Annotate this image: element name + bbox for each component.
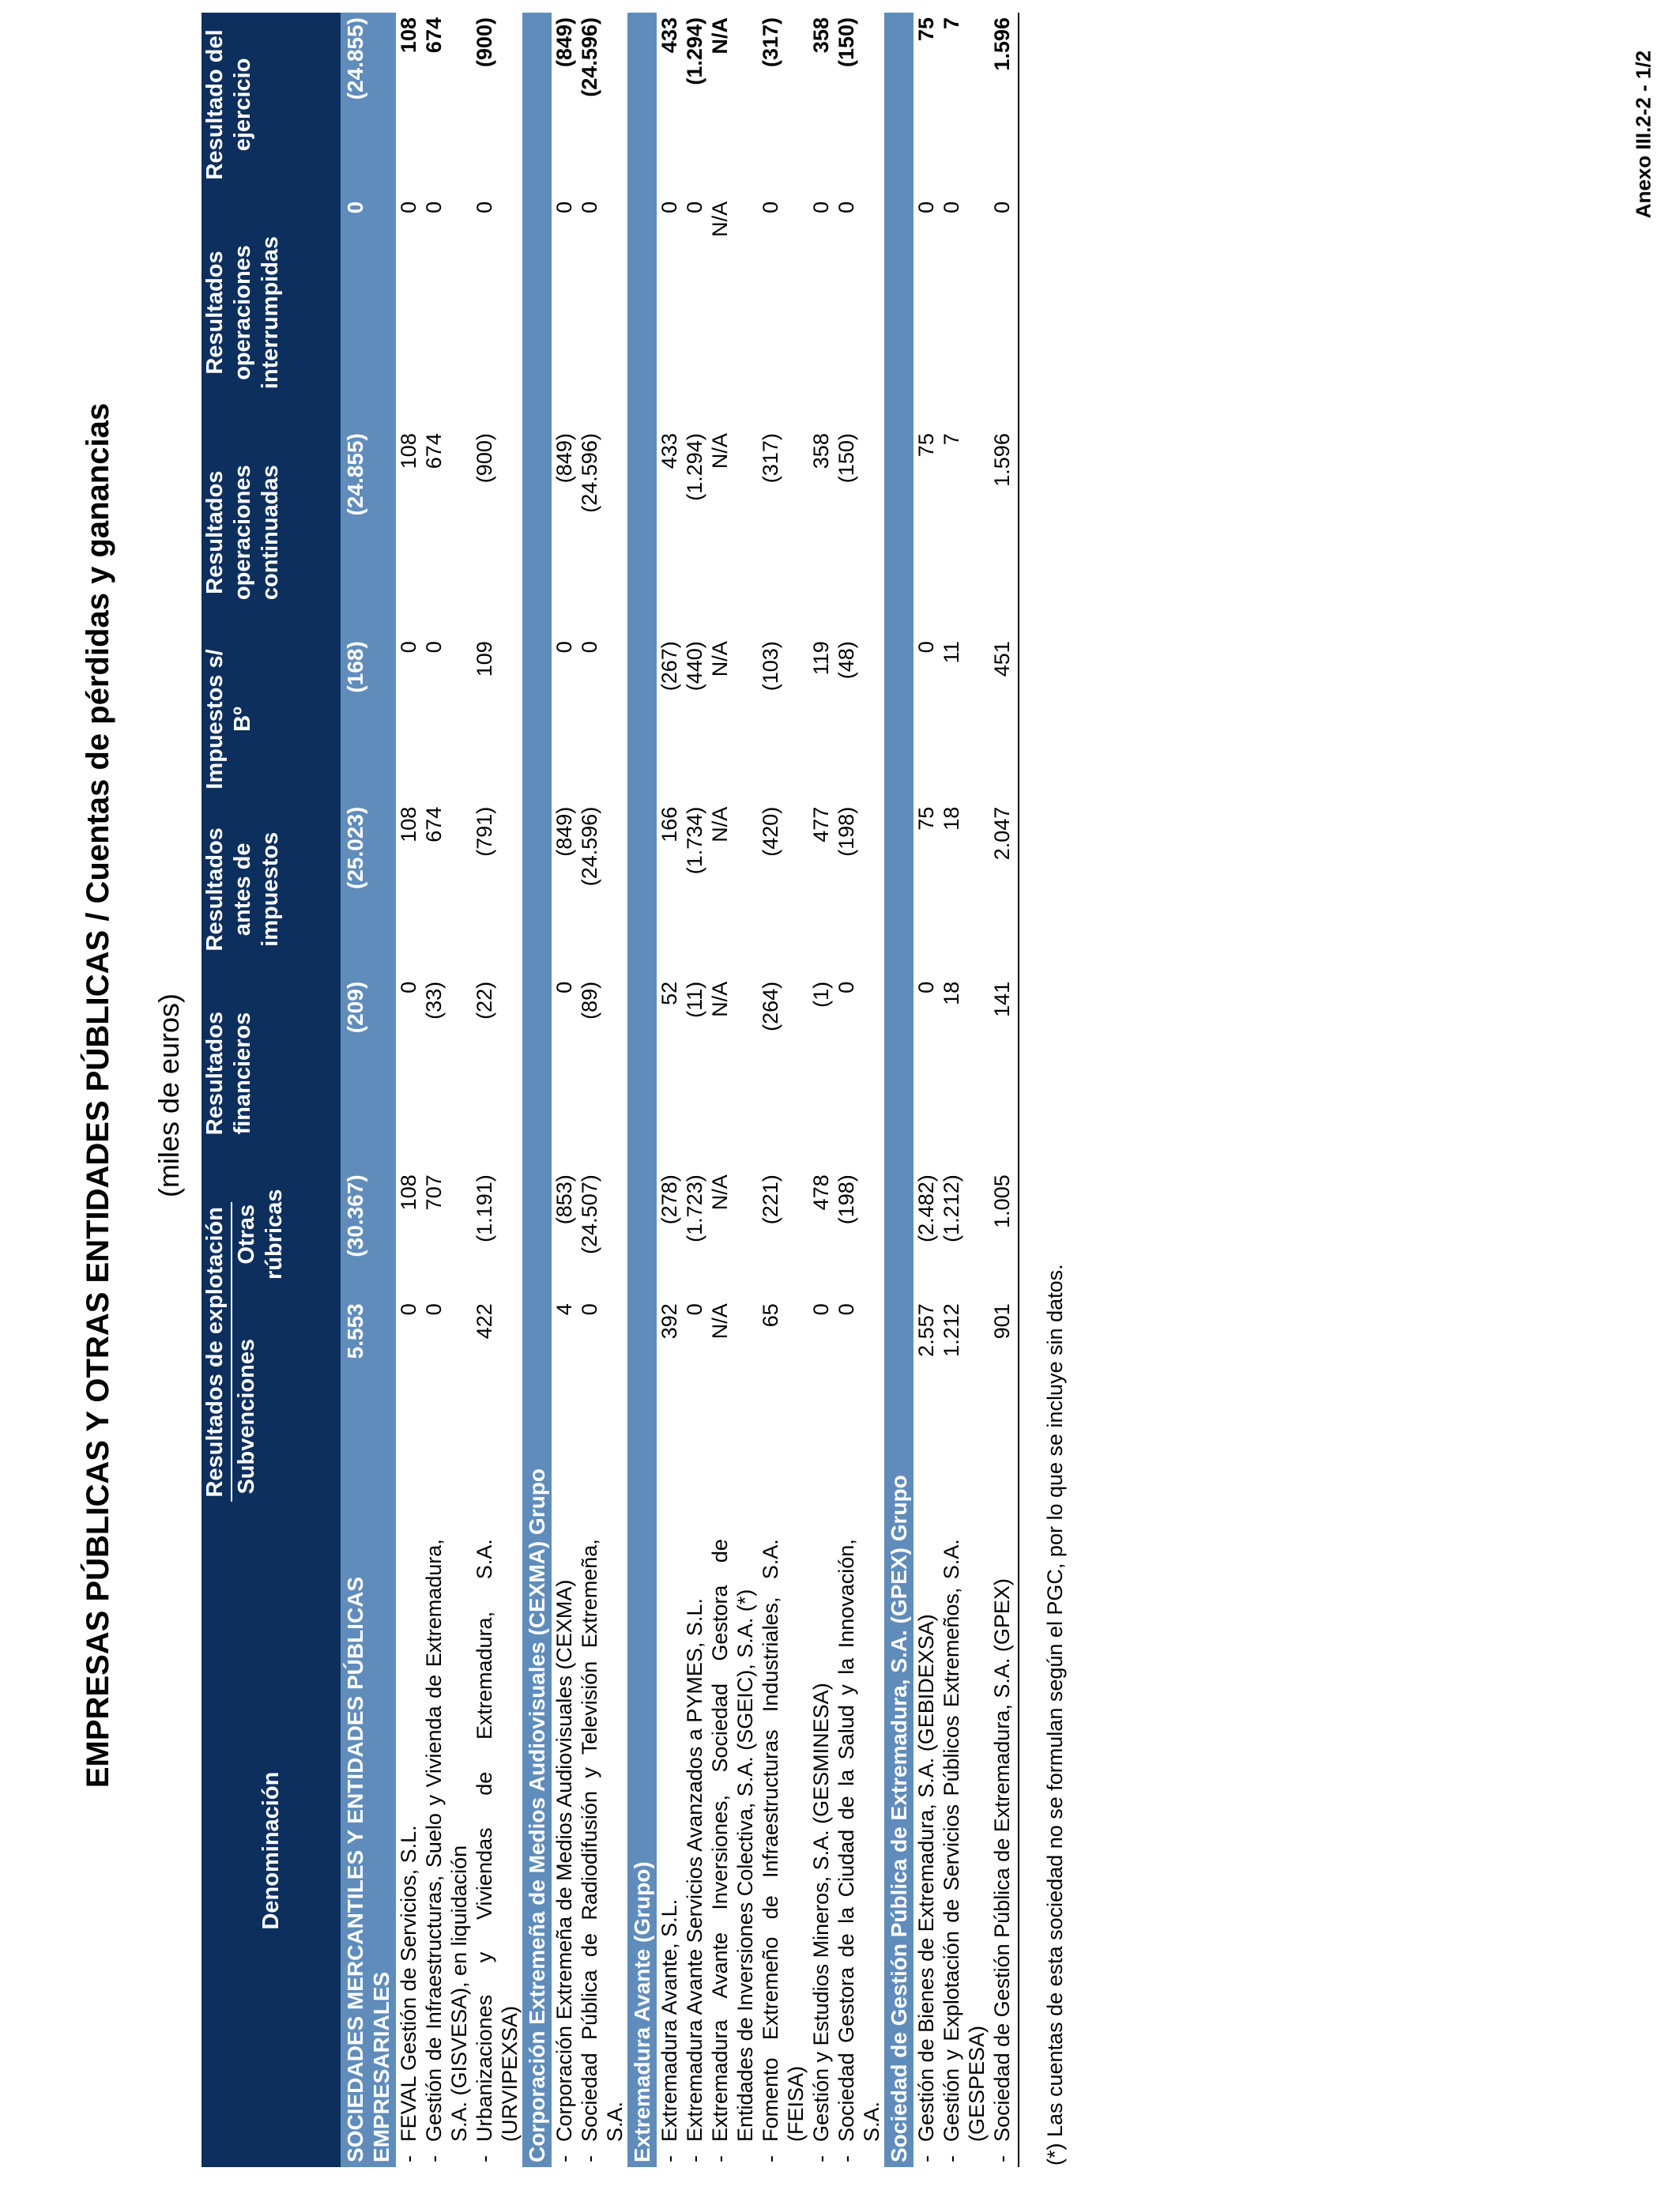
cell-antes: (198) [834,806,858,857]
cell-financieros: 0 [914,981,938,993]
cell-ejercicio: (1.294) [683,17,706,85]
cell-financieros: 0 [834,981,858,993]
row-dash: - [940,2155,963,2162]
cell-continuadas: (317) [759,433,782,484]
row-name-cell [577,1534,627,2167]
row-name: Fomento Extremeño de Infraestructuras Industriales, S.A. (FEISA) [759,1539,808,2142]
header-subvenciones: Subvenciones [233,1299,341,1534]
cell-otras: (1.723) [683,1174,706,1242]
cell-subvenciones: 1.212 [940,1303,963,1357]
row-dash: - [990,2155,1014,2162]
cell-otras: (1.212) [940,1174,963,1242]
row-name-cell [707,1534,758,2167]
cell-ejercicio: 7 [940,17,963,30]
cell-impuestos: (48) [834,641,858,680]
cell-interrumpidas: 0 [552,201,576,213]
cell-subvenciones: N/A [708,1303,732,1340]
cell-continuadas: 75 [914,433,938,458]
row-dash: - [473,2155,496,2162]
row-name: Extremadura Avante, S.L. [657,1898,681,2142]
cell-interrumpidas: 0 [422,201,446,213]
cell-interrumpidas: 0 [397,201,420,213]
cell-antes: 477 [809,806,833,843]
cell-subvenciones: 0 [422,1303,446,1316]
row-dash: - [834,2155,858,2162]
section-row [522,13,552,2167]
cell-interrumpidas: 0 [989,197,1019,428]
cell-otras: 707 [422,1174,446,1211]
page-title: EMPRESAS PÚBLICAS Y OTRAS ENTIDADES PÚBLICAS / Cuentas de pérdidas y ganancias [81,402,115,1789]
cell-subvenciones: 0 [397,1303,420,1316]
section-total: (24.855) [341,428,396,636]
cell-antes: 75 [914,806,938,831]
row-dash: - [422,2155,446,2162]
row-name-cell [682,1534,707,2167]
header-interrumpidas: Resultados operaciones interrumpidas [202,197,341,428]
cell-ejercicio: 358 [809,17,833,54]
cell-financieros: (11) [683,981,706,1018]
section-name: Sociedad de Gestión Pública de Extremadura, S.A. (GPEX) Grupo [884,13,913,2167]
cell-subvenciones: 4 [552,1303,576,1316]
row-name: Gestión y Explotación de Servicios Públicos Extremeños, S.A. (GESPESA) [940,1539,989,2142]
section-name: Corporación Extremeña de Medios Audiovisuales (CEXMA) Grupo [522,13,552,2167]
cell-ejercicio: 433 [657,17,681,54]
cell-impuestos: 119 [809,641,833,676]
cell-interrumpidas: 0 [834,201,858,213]
row-dash: - [708,2155,732,2162]
row-name-cell [657,1534,682,2167]
cell-antes: (791) [473,806,496,857]
row-dash: - [578,2155,601,2162]
cell-ejercicio: (317) [759,17,782,68]
header-financieros: Resultados financieros [202,977,341,1170]
cell-financieros: 18 [940,981,963,1005]
cell-subvenciones: 0 [834,1303,858,1316]
cell-antes: 18 [940,806,963,831]
table-row [707,13,758,2167]
cell-financieros: 141 [989,977,1019,1170]
cell-impuestos: (440) [683,641,706,692]
row-name-cell [552,1534,577,2167]
cell-antes: N/A [708,806,732,843]
cell-ejercicio: 75 [914,17,938,42]
cell-continuadas: 433 [657,433,681,469]
cell-otras: (853) [552,1174,576,1225]
cell-impuestos: 0 [578,641,601,654]
cell-otras: (221) [759,1174,782,1225]
cell-continuadas: 108 [397,433,420,469]
cell-financieros: 52 [657,981,681,1005]
table-row [989,13,1019,2167]
cell-continuadas: (1.294) [683,433,706,501]
table-row [421,13,472,2167]
cell-impuestos: (103) [759,641,782,692]
header-group-explotacion [202,1170,233,1534]
cell-financieros: (22) [473,981,496,1020]
cell-interrumpidas: 0 [657,201,681,213]
row-name: Sociedad Gestora de la Ciudad de la Salud y la Innovación, S.A. [834,1539,883,2142]
section-total: 5.553 [341,1299,396,1534]
cell-ejercicio: (849) [552,17,576,68]
cell-subvenciones: 422 [473,1303,496,1340]
row-dash: - [809,2155,833,2162]
cell-antes: (24.596) [578,806,601,887]
row-name-cell [758,1534,808,2167]
cell-otras: 108 [397,1174,420,1211]
table-row [758,13,808,2167]
cell-impuestos: 0 [914,641,938,654]
cell-continuadas: (849) [552,433,576,484]
cell-interrumpidas: 0 [940,201,963,213]
table-row [682,13,707,2167]
cell-subvenciones: 2.557 [914,1303,938,1357]
header-antes-impuestos: Resultados antes de impuestos [202,802,341,977]
row-name: FEVAL Gestión de Servicios, S.L. [397,1825,420,2142]
table-row [834,13,884,2167]
cell-otras: (1.191) [473,1174,496,1242]
cell-subvenciones: 901 [989,1299,1019,1534]
cell-interrumpidas: 0 [759,201,782,213]
cell-financieros: N/A [708,981,732,1017]
section-total: (30.367) [341,1170,396,1299]
row-dash: - [914,2155,938,2162]
cell-financieros: (89) [578,981,601,1020]
row-name: Sociedad de Gestión Pública de Extremadura, S.A. (GPEX) [990,1578,1014,2142]
cell-antes: 2.047 [989,802,1019,977]
header-otras-rubricas: Otras rúbricas [233,1170,341,1299]
cell-interrumpidas: 0 [809,201,833,213]
section-row [884,13,913,2167]
cell-financieros: 0 [397,981,420,993]
row-name: Sociedad Pública de Radiodifusión y Televisión Extremeña, S.A. [578,1539,627,2142]
cell-continuadas: (900) [473,433,496,484]
cell-continuadas: 674 [422,433,446,469]
section-name: SOCIEDADES MERCANTILES Y ENTIDADES PÚBLICAS EMPRESARIALES [341,1534,396,2167]
cell-subvenciones: 0 [578,1303,601,1316]
cell-otras: 478 [809,1174,833,1211]
cell-interrumpidas: 0 [473,201,496,213]
cell-ejercicio: (900) [473,17,496,68]
cell-impuestos: N/A [708,641,732,677]
cell-otras: (198) [834,1174,858,1225]
cell-subvenciones: 0 [809,1303,833,1316]
cell-continuadas: (150) [834,433,858,484]
cell-antes: 166 [657,806,681,843]
table-row [552,13,577,2167]
footnote: (*) Las cuentas de esta sociedad no se formulan según el PGC, por lo que se incluye sin datos. [1043,1264,1067,2166]
row-dash: - [657,2155,681,2162]
row-name-cell [913,1534,939,2167]
row-name-cell [834,1534,884,2167]
cell-impuestos: 0 [397,641,420,654]
row-name: Gestión y Estudios Mineros, S.A. (GESMINESA) [809,1683,833,2142]
header-continuadas: Resultados operaciones continuadas [202,428,341,636]
cell-continuadas: N/A [708,433,732,469]
section-total: 0 [341,197,396,428]
cell-impuestos: 109 [473,641,496,677]
cell-subvenciones: 65 [759,1303,782,1328]
row-name: Corporación Extremeña de Medios Audiovisuales (CEXMA) [552,1579,576,2142]
cell-financieros: (33) [422,981,446,1020]
section-total: (25.023) [341,802,396,977]
row-name-cell [472,1534,522,2167]
cell-impuestos: 451 [989,636,1019,802]
header-group-label: Resultados de explotación [202,1202,232,1502]
table-row [939,13,989,2167]
cell-otras: (2.482) [914,1174,938,1242]
cell-impuestos: (267) [657,641,681,692]
table-row [808,13,834,2167]
cell-antes: (420) [759,806,782,857]
cell-antes: 108 [397,806,420,843]
table-row [657,13,682,2167]
cell-continuadas: 358 [809,433,833,469]
row-name: Urbanizaciones y Viviendas de Extremadura, S.A. (URVIPEXSA) [473,1539,522,2142]
annex-text: Anexo III.2-2 - 1/2 [1631,50,1656,219]
cell-otras: (278) [657,1174,681,1225]
header-impuestos: Impuestos s/ Bº [202,636,341,802]
row-name-cell [939,1534,989,2167]
cell-antes: (849) [552,806,576,857]
results-table [202,13,1019,2167]
table-row [396,13,421,2167]
section-name: Extremadura Avante (Grupo) [627,13,657,2167]
cell-interrumpidas: N/A [708,201,732,237]
cell-antes: (1.734) [683,806,706,875]
section-total: (24.855) [341,13,396,197]
cell-otras: 1.005 [989,1170,1019,1299]
table-row [472,13,522,2167]
header-ejercicio: Resultado del ejercicio [202,13,341,197]
cell-ejercicio: 674 [422,17,446,54]
cell-financieros: (1) [809,981,833,1008]
page-subtitle: (miles de euros) [153,993,185,1198]
cell-otras: N/A [708,1174,732,1211]
cell-impuestos: 11 [940,641,963,664]
cell-interrumpidas: 0 [914,201,938,213]
cell-continuadas: 7 [940,433,963,446]
table-row [577,13,627,2167]
cell-continuadas: (24.596) [578,433,601,513]
section-total: (168) [341,636,396,802]
row-name: Extremadura Avante Inversiones, Sociedad Gestora de Entidades de Inversiones Colectiva, S.A. (SGEIC), S.A. (*) [708,1539,757,2142]
cell-ejercicio: N/A [708,17,732,55]
cell-impuestos: 0 [552,641,576,654]
cell-ejercicio: 108 [397,17,420,54]
section-row [627,13,657,2167]
cell-ejercicio: 1.596 [989,13,1019,197]
cell-ejercicio: (24.596) [578,17,601,97]
row-dash: - [552,2155,576,2162]
row-dash: - [759,2155,782,2162]
row-name: Gestión de Bienes de Extremadura, S.A. (GEBIDEXSA) [914,1614,938,2142]
row-name: Extremadura Avante Servicios Avanzados a PYMES, S.L. [683,1598,706,2142]
cell-otras: (24.507) [578,1174,601,1254]
cell-financieros: 0 [552,981,576,993]
cell-interrumpidas: 0 [683,201,706,213]
row-dash: - [683,2155,706,2162]
cell-antes: 674 [422,806,446,843]
cell-impuestos: 0 [422,641,446,654]
cell-subvenciones: 0 [683,1303,706,1316]
row-dash: - [397,2155,420,2162]
cell-financieros: (264) [759,981,782,1031]
section-row [341,13,396,2167]
section-total: (209) [341,977,396,1170]
row-name: Gestión de Infraestructuras, Suelo y Vivienda de Extremadura, S.A. (GISVESA), en liquidación [422,1539,471,2142]
annex-label [1620,32,1667,237]
row-name-cell [989,1534,1019,2167]
cell-subvenciones: 392 [657,1303,681,1340]
cell-ejercicio: (150) [834,17,858,68]
cell-continuadas: 1.596 [989,428,1019,636]
row-name-cell [396,1534,421,2167]
table-row [913,13,939,2167]
row-name-cell [421,1534,472,2167]
header-denominacion: Denominación [202,1534,341,2167]
cell-interrumpidas: 0 [578,201,601,213]
row-name-cell [808,1534,834,2167]
